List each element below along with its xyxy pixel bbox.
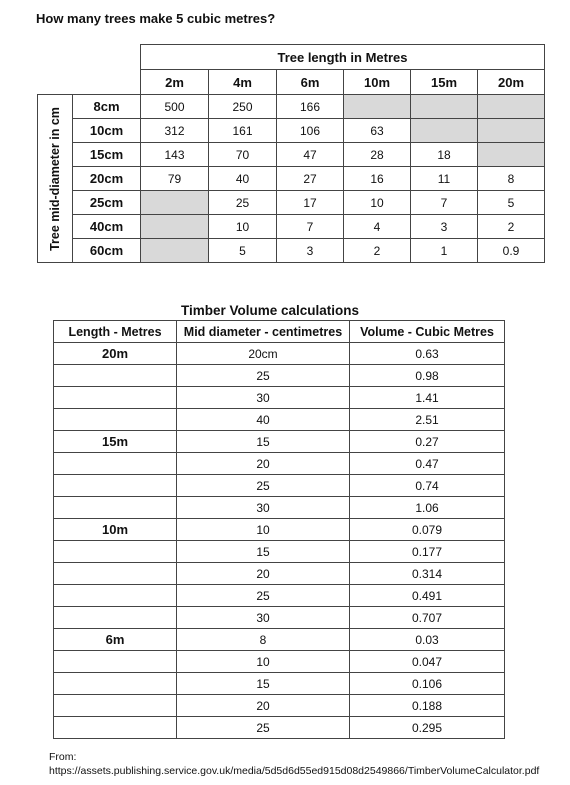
value-cell: 8: [478, 167, 545, 191]
volume-table-title: Timber Volume calculations: [180, 303, 360, 318]
length-cell: [54, 409, 177, 431]
volume-cell: 0.491: [350, 585, 505, 607]
col-header-15m: 15m: [411, 70, 478, 95]
length-cell: [54, 673, 177, 695]
value-cell: 3: [277, 239, 344, 263]
source-url[interactable]: https://assets.publishing.service.gov.uk/media/5d5d6d55ed915d08d2549866/TimberVolumeCalculator.pdf: [49, 765, 540, 777]
col-header-10m: 10m: [344, 70, 411, 95]
shaded-empty-cell: [141, 215, 209, 239]
value-cell: 166: [277, 95, 344, 119]
shaded-empty-cell: [411, 119, 478, 143]
shaded-empty-cell: [141, 239, 209, 263]
length-cell: [54, 475, 177, 497]
corner-blank: [38, 45, 141, 70]
row-header-diameter: 8cm: [73, 95, 141, 119]
diameter-cell: 25: [177, 717, 350, 739]
table-row: [54, 673, 505, 695]
source-footer: [49, 750, 539, 778]
volume-cell: 0.047: [350, 651, 505, 673]
value-cell: 5: [209, 239, 277, 263]
value-cell: 79: [141, 167, 209, 191]
header-length: Length - Metres: [54, 321, 177, 343]
diameter-cell: 20: [177, 695, 350, 717]
header-volume: Volume - Cubic Metres: [350, 321, 505, 343]
volume-cell: 0.295: [350, 717, 505, 739]
diameter-cell: 30: [177, 607, 350, 629]
diameter-cell: 40: [177, 409, 350, 431]
value-cell: 7: [411, 191, 478, 215]
length-cell: 20m: [54, 343, 177, 365]
col-header-4m: 4m: [209, 70, 277, 95]
value-cell: 3: [411, 215, 478, 239]
value-cell: 1: [411, 239, 478, 263]
diameter-cell: 25: [177, 475, 350, 497]
length-cell: 6m: [54, 629, 177, 651]
row-header-diameter: 40cm: [73, 215, 141, 239]
value-cell: 10: [344, 191, 411, 215]
value-cell: 25: [209, 191, 277, 215]
table-row: [54, 695, 505, 717]
value-cell: 5: [478, 191, 545, 215]
value-cell: 47: [277, 143, 344, 167]
table-row: [54, 629, 505, 651]
volume-cell: 0.106: [350, 673, 505, 695]
row-header-diameter: 15cm: [73, 143, 141, 167]
row-group-header: [38, 95, 73, 263]
col-header-20m: 20m: [478, 70, 545, 95]
diameter-cell: 10: [177, 651, 350, 673]
diameter-cell: 10: [177, 519, 350, 541]
value-cell: 70: [209, 143, 277, 167]
col-header-6m: 6m: [277, 70, 344, 95]
length-cell: [54, 453, 177, 475]
volume-cell: 0.63: [350, 343, 505, 365]
from-label: From:: [49, 751, 77, 763]
length-cell: [54, 651, 177, 673]
row-header-diameter: 10cm: [73, 119, 141, 143]
volume-cell: 0.177: [350, 541, 505, 563]
shaded-empty-cell: [411, 95, 478, 119]
value-cell: 2: [478, 215, 545, 239]
length-cell: [54, 607, 177, 629]
volume-cell: 2.51: [350, 409, 505, 431]
value-cell: 27: [277, 167, 344, 191]
volume-cell: 0.47: [350, 453, 505, 475]
diameter-cell: 30: [177, 497, 350, 519]
length-cell: [54, 497, 177, 519]
table-row: [38, 191, 545, 215]
table-row: [38, 95, 545, 119]
value-cell: 11: [411, 167, 478, 191]
table-row: [54, 475, 505, 497]
table-row: [54, 365, 505, 387]
volume-cell: 1.06: [350, 497, 505, 519]
length-cell: [54, 563, 177, 585]
header-diameter: Mid diameter - centimetres: [177, 321, 350, 343]
diameter-cell: 20: [177, 563, 350, 585]
corner-blank: [38, 70, 141, 95]
value-cell: 312: [141, 119, 209, 143]
table-row: [54, 387, 505, 409]
shaded-empty-cell: [141, 191, 209, 215]
table-row: [38, 239, 545, 263]
value-cell: 40: [209, 167, 277, 191]
timber-volume-table: [53, 320, 505, 739]
col-group-header: Tree length in Metres: [141, 45, 545, 70]
value-cell: 10: [209, 215, 277, 239]
diameter-cell: 25: [177, 365, 350, 387]
value-cell: 143: [141, 143, 209, 167]
value-cell: 161: [209, 119, 277, 143]
length-cell: [54, 695, 177, 717]
volume-cell: 0.079: [350, 519, 505, 541]
diameter-cell: 25: [177, 585, 350, 607]
volume-cell: 0.314: [350, 563, 505, 585]
length-cell: [54, 585, 177, 607]
shaded-empty-cell: [478, 119, 545, 143]
table-row: [54, 497, 505, 519]
table-row: [54, 519, 505, 541]
value-cell: 250: [209, 95, 277, 119]
table-row: [38, 119, 545, 143]
volume-cell: 0.03: [350, 629, 505, 651]
volume-cell: 0.27: [350, 431, 505, 453]
diameter-cell: 15: [177, 673, 350, 695]
value-cell: 500: [141, 95, 209, 119]
row-group-label: Tree mid-diameter in cm: [48, 106, 62, 251]
diameter-cell: 20cm: [177, 343, 350, 365]
page-title: How many trees make 5 cubic metres?: [36, 11, 276, 26]
table-row: [54, 453, 505, 475]
table-row: [54, 651, 505, 673]
diameter-cell: 8: [177, 629, 350, 651]
trees-per-5m3-table: [37, 44, 545, 263]
table-row: [54, 409, 505, 431]
value-cell: 17: [277, 191, 344, 215]
diameter-cell: 30: [177, 387, 350, 409]
value-cell: 16: [344, 167, 411, 191]
table-row: [54, 541, 505, 563]
value-cell: 106: [277, 119, 344, 143]
diameter-cell: 15: [177, 431, 350, 453]
value-cell: 28: [344, 143, 411, 167]
length-cell: [54, 717, 177, 739]
shaded-empty-cell: [478, 95, 545, 119]
value-cell: 18: [411, 143, 478, 167]
table-row: [54, 431, 505, 453]
length-cell: 10m: [54, 519, 177, 541]
table-row: [54, 343, 505, 365]
value-cell: 7: [277, 215, 344, 239]
row-header-diameter: 60cm: [73, 239, 141, 263]
length-cell: [54, 541, 177, 563]
shaded-empty-cell: [344, 95, 411, 119]
volume-cell: 0.74: [350, 475, 505, 497]
row-header-diameter: 20cm: [73, 167, 141, 191]
volume-cell: 0.98: [350, 365, 505, 387]
table-row: [54, 585, 505, 607]
value-cell: 2: [344, 239, 411, 263]
length-cell: 15m: [54, 431, 177, 453]
table-row: [54, 717, 505, 739]
diameter-cell: 20: [177, 453, 350, 475]
table-row: [38, 215, 545, 239]
value-cell: 4: [344, 215, 411, 239]
table-row: [54, 607, 505, 629]
col-header-2m: 2m: [141, 70, 209, 95]
table-row: [38, 143, 545, 167]
diameter-cell: 15: [177, 541, 350, 563]
row-header-diameter: 25cm: [73, 191, 141, 215]
volume-cell: 0.188: [350, 695, 505, 717]
value-cell: 63: [344, 119, 411, 143]
value-cell: 0.9: [478, 239, 545, 263]
length-cell: [54, 387, 177, 409]
table-row: [38, 167, 545, 191]
length-cell: [54, 365, 177, 387]
volume-cell: 0.707: [350, 607, 505, 629]
volume-cell: 1.41: [350, 387, 505, 409]
shaded-empty-cell: [478, 143, 545, 167]
table-row: [54, 563, 505, 585]
